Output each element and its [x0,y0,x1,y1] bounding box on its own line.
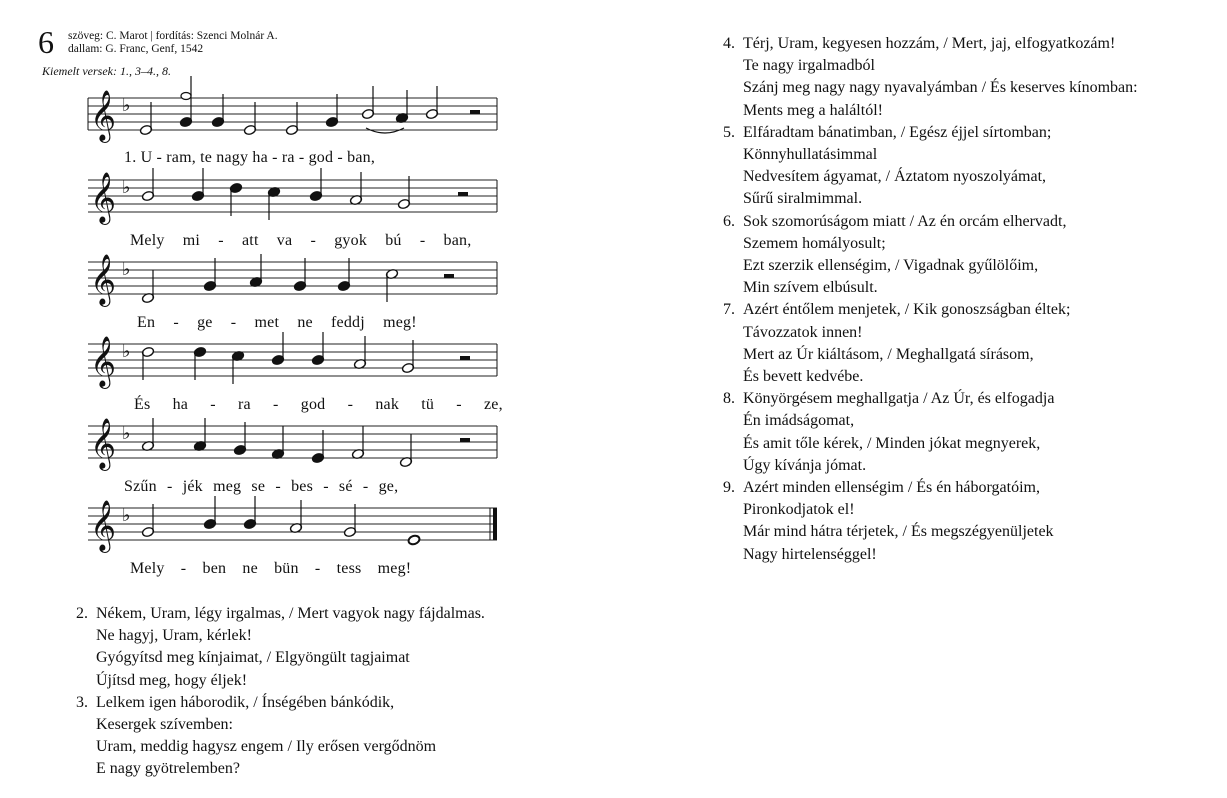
note-head [181,93,191,100]
half-rest [460,438,470,442]
credit-melody: dallam: G. Franc, Genf, 1542 [68,43,204,55]
half-rest [458,192,468,196]
stanza-line: Gyógyítsd meg kínjaimat, / Elgyöngült tagjaimat [96,649,410,667]
stanza-number: 7. [723,301,735,319]
hymn-number: 6 [38,24,54,60]
stanza-line: E nagy gyötrelemben? [96,760,240,778]
stanza-line: Térj, Uram, kegyesen hozzám, / Mert, jaj, elfogyatkozám! [743,35,1116,52]
stanza-line: Szemem homályosult; [743,234,886,252]
flat-key-signature: ♭ [122,505,131,526]
stanza-line: És amit tőle kérek, / Minden jókat megnyerek, [743,434,1041,452]
stanza-line: Ne hagyj, Uram, kérlek! [96,627,252,645]
stanza-line: Nagy hirtelenséggel! [743,545,877,563]
stanza-line: Ezt szerzik ellenségim, / Vigadnak gyűlölőim, [743,257,1039,275]
stanza-line: Nékem, Uram, légy irgalmas, / Mert vagyok nagy fájdalmas. [96,605,485,622]
flat-key-signature: ♭ [122,423,131,444]
half-rest [460,356,470,360]
highlighted-verses: Kiemelt versek: 1., 3–4., 8. [42,64,171,78]
stanza-line: Szánj meg nagy nagy nyavalyámban / És keserves kínomban: [743,79,1138,97]
stanza-line: Te nagy irgalmadból [743,57,875,75]
stanza-line: Már mind hátra térjetek, / És megszégyenüljetek [743,523,1054,541]
half-rest [470,110,480,114]
stanza-line: Könnyhullatásimmal [743,146,878,164]
stanza [723,299,1138,388]
stanza [723,477,1138,566]
note-head [407,534,420,545]
lyric-line: Mely - ben ne bün - tess meg! [130,560,412,577]
stanza-line: Pironkodjatok el! [743,501,855,519]
credit-text: szöveg: C. Marot | fordítás: Szenci Molnár A. [68,30,278,42]
stanza-line: És bevett kedvébe. [743,368,864,386]
stanza-line: Lelkem igen háborodik, / Ínségében bánkódik, [96,693,395,711]
stanza-line: Elfáradtam bánatimban, / Egész éjjel sírtomban; [743,123,1052,141]
stanza-number: 9. [723,479,735,497]
stanza-line: Nedvesítem ágyamat, / Áztatom nyoszolyámat, [743,168,1047,186]
final-barline [493,508,497,540]
lyric-line: Szűn - jék meg se - bes - sé - ge, [124,478,399,495]
flat-key-signature: ♭ [122,177,131,198]
stanza-number: 6. [723,212,735,230]
stanza-line: Én imádságomat, [743,412,855,430]
stanza-line: Azért éntőlem menjetek, / Kik gonoszságban éltek; [743,301,1071,319]
lyric-line: 1. U - ram, te nagy ha - ra - god - ban, [124,149,376,166]
lyric-line: Mely mi - att va - gyok bú - ban, [130,232,472,249]
treble-clef-icon: 𝄞 [90,90,117,141]
treble-clef-icon: 𝄞 [90,172,117,223]
stanza-line: Úgy kívánja jómat. [743,456,867,474]
stanzas-right [723,33,1138,566]
stanza [723,211,1138,300]
stanza-line: Azért minden ellenségim / És én háborgatóim, [743,479,1040,497]
lyric-line: En - ge - met ne feddj meg! [137,314,417,331]
treble-clef-icon: 𝄞 [90,418,117,469]
stanza-line: Mert az Úr kiáltásom, / Meghallgatá sírásom, [743,345,1034,363]
stanza-line: Sok szomorúságom miatt / Az én orcám elhervadt, [743,212,1067,230]
treble-clef-icon: 𝄞 [90,336,117,387]
flat-key-signature: ♭ [122,341,131,362]
stanza [76,692,485,781]
flat-key-signature: ♭ [122,95,131,116]
stanza [723,33,1138,122]
stanza-line: Min szívem elbúsult. [743,279,878,297]
stanza [723,122,1138,211]
lyric-line: És ha - ra - god - nak tü - ze, [134,396,503,413]
stanza [723,388,1138,477]
stanza-line: Uram, meddig hagysz engem / Ily erősen vergődnöm [96,738,437,756]
stanza-line: Távozzatok innen! [743,323,863,341]
half-rest [444,274,454,278]
stanza-line: Kesergek szívemben: [96,716,233,734]
stanzas-left [76,603,485,781]
stanza-line: Sűrű siralmimmal. [743,190,863,208]
stanza [76,603,485,692]
stanza-line: Ments meg a haláltól! [743,101,883,119]
treble-clef-icon: 𝄞 [90,254,117,305]
stanza-number: 4. [723,35,735,52]
treble-clef-icon: 𝄞 [90,500,117,551]
stanza-number: 8. [723,390,735,408]
stanza-line: Újítsd meg, hogy éljek! [96,671,248,689]
stanza-line: Könyörgésem meghallgatja / Az Úr, és elfogadja [743,390,1055,408]
flat-key-signature: ♭ [122,259,131,280]
stanza-number: 3. [76,693,88,711]
stanza-number: 5. [723,123,735,141]
stanza-number: 2. [76,605,88,622]
